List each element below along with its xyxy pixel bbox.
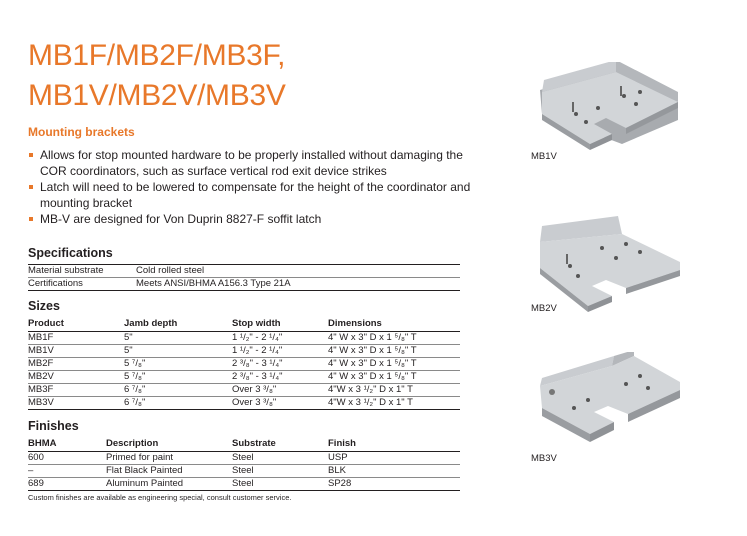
table-cell: Aluminum Painted xyxy=(106,478,232,491)
sizes-table xyxy=(28,318,460,410)
column-header: Description xyxy=(106,438,232,452)
column-header: Finish xyxy=(328,438,460,452)
table-row xyxy=(28,358,460,371)
table-cell: USP xyxy=(328,452,460,465)
table-row xyxy=(28,465,460,478)
bullet-item: Latch will need to be lowered to compensate for the height of the coordinator and mounting bracket xyxy=(28,179,478,211)
table-cell: 2 ³/₈" - 3 ¹/₄" xyxy=(232,358,328,371)
table-cell: Steel xyxy=(232,478,328,491)
table-cell: 6 ⁷/₈" xyxy=(124,397,232,410)
mb2v-label: MB2V xyxy=(531,303,557,314)
finishes-table xyxy=(28,438,460,491)
table-header-row xyxy=(28,318,460,332)
finishes-footnote: Custom finishes are available as engineering special, consult customer service. xyxy=(28,493,292,502)
column-header: Substrate xyxy=(232,438,328,452)
table-row xyxy=(28,478,460,491)
table-cell: – xyxy=(28,465,106,478)
table-cell: 2 ³/₈" - 3 ¹/₄" xyxy=(232,371,328,384)
table-cell: 1 ¹/₂" - 2 ¹/₄" xyxy=(232,332,328,345)
table-header-row xyxy=(28,438,460,452)
table-cell: Steel xyxy=(232,452,328,465)
spec-value: Meets ANSI/BHMA A156.3 Type 21A xyxy=(136,278,460,291)
table-row xyxy=(28,452,460,465)
table-cell: MB1V xyxy=(28,345,124,358)
table-row xyxy=(28,265,460,278)
table-cell: 4" W x 3" D x 1 ⁵/₈" T xyxy=(328,371,460,384)
table-cell: BLK xyxy=(328,465,460,478)
table-row xyxy=(28,278,460,291)
specifications-table xyxy=(28,264,460,291)
table-cell: Over 3 ³/₈" xyxy=(232,384,328,397)
mb3v-label: MB3V xyxy=(531,453,557,464)
column-header: Stop width xyxy=(232,318,328,332)
table-cell: 6 ⁷/₈" xyxy=(124,384,232,397)
table-cell: MB3F xyxy=(28,384,124,397)
mb3v-bracket-image xyxy=(528,352,688,452)
table-cell: SP28 xyxy=(328,478,460,491)
table-cell: MB2V xyxy=(28,371,124,384)
table-row xyxy=(28,332,460,345)
table-row xyxy=(28,345,460,358)
table-cell: 5 ⁷/₈" xyxy=(124,371,232,384)
mb1v-bracket-image xyxy=(528,62,688,152)
finishes-heading: Finishes xyxy=(28,419,79,433)
table-cell: 600 xyxy=(28,452,106,465)
sizes-heading: Sizes xyxy=(28,299,60,313)
specifications-heading: Specifications xyxy=(28,246,113,260)
table-cell: 4"W x 3 ¹/₂" D x 1" T xyxy=(328,397,460,410)
table-row xyxy=(28,371,460,384)
table-cell: 689 xyxy=(28,478,106,491)
column-header: Dimensions xyxy=(328,318,460,332)
table-row xyxy=(28,384,460,397)
table-cell: MB2F xyxy=(28,358,124,371)
mb2v-bracket-image xyxy=(530,214,690,314)
page-title xyxy=(28,36,286,116)
table-cell: 5" xyxy=(124,345,232,358)
spec-label: Material substrate xyxy=(28,265,136,278)
table-cell: Over 3 ³/₈" xyxy=(232,397,328,410)
column-header: Product xyxy=(28,318,124,332)
column-header: Jamb depth xyxy=(124,318,232,332)
table-cell: 4" W x 3" D x 1 ⁵/₈" T xyxy=(328,358,460,371)
bullet-item: MB-V are designed for Von Duprin 8827-F soffit latch xyxy=(28,211,478,227)
title-line-1: MB1F/MB2F/MB3F, xyxy=(28,39,286,72)
table-cell: 1 ¹/₂" - 2 ¹/₄" xyxy=(232,345,328,358)
table-cell: Flat Black Painted xyxy=(106,465,232,478)
table-cell: 4" W x 3" D x 1 ⁵/₈" T xyxy=(328,345,460,358)
table-cell: MB3V xyxy=(28,397,124,410)
column-header: BHMA xyxy=(28,438,106,452)
subtitle: Mounting brackets xyxy=(28,125,135,139)
bullet-item: Allows for stop mounted hardware to be properly installed without damaging the COR coordinators, such as surface vertical rod exit device strikes xyxy=(28,147,478,179)
table-cell: Primed for paint xyxy=(106,452,232,465)
table-row xyxy=(28,397,460,410)
table-cell: 4"W x 3 ¹/₂" D x 1" T xyxy=(328,384,460,397)
spec-label: Certifications xyxy=(28,278,136,291)
table-cell: Steel xyxy=(232,465,328,478)
feature-list xyxy=(28,147,478,227)
table-cell: MB1F xyxy=(28,332,124,345)
table-cell: 5" xyxy=(124,332,232,345)
table-cell: 5 ⁷/₈" xyxy=(124,358,232,371)
title-line-2: MB1V/MB2V/MB3V xyxy=(28,79,286,112)
spec-value: Cold rolled steel xyxy=(136,265,460,278)
mb1v-label: MB1V xyxy=(531,151,557,162)
table-cell: 4" W x 3" D x 1 ⁵/₈" T xyxy=(328,332,460,345)
